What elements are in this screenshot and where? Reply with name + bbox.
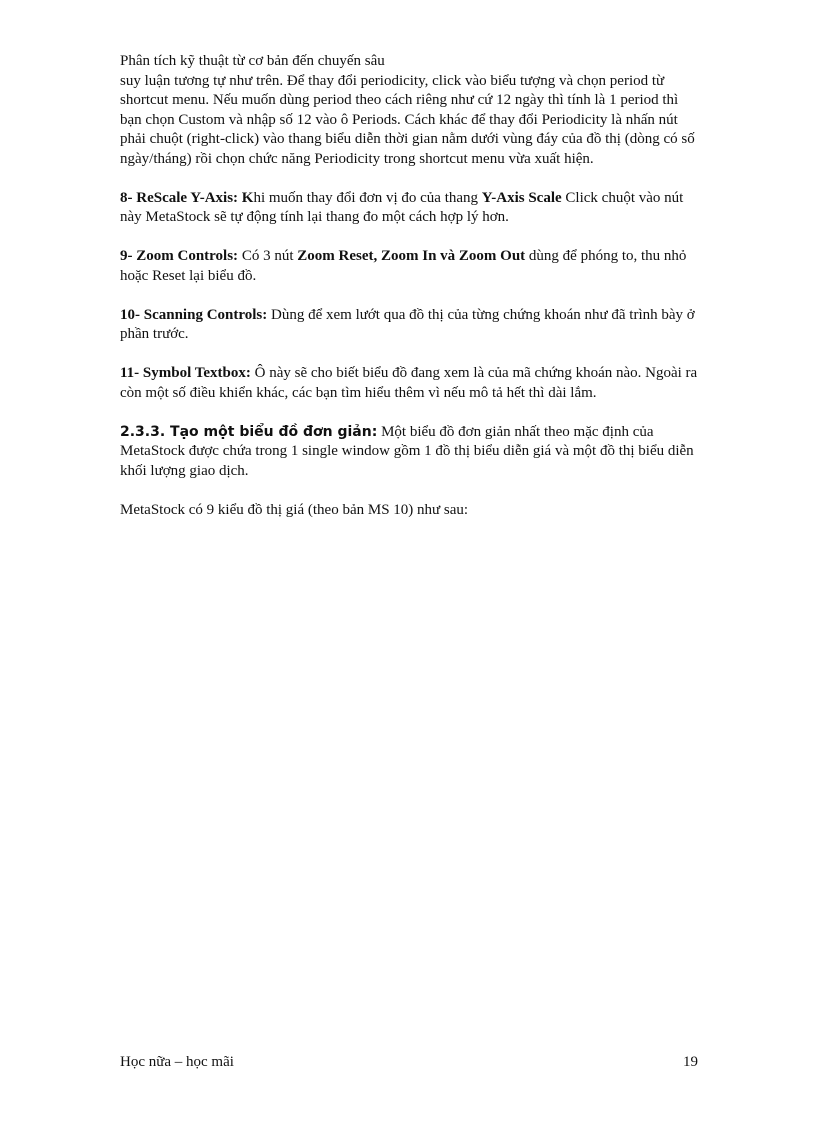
page-number: 19 (683, 1054, 698, 1070)
item-8-paragraph (120, 189, 700, 228)
item-9-text-b: dùng để phóng to, thu nhỏ hoặc Reset lại biểu đồ. (120, 248, 687, 284)
closing-line: MetaStock có 9 kiểu đồ thị giá (theo bản MS 10) như sau: (120, 501, 469, 518)
item-8-bold-term: Y-Axis Scale (481, 189, 562, 206)
item-11-paragraph (120, 364, 700, 403)
item-9-bold-term: Zoom Reset, Zoom In và Zoom Out (297, 248, 526, 264)
item-10-heading: 10- Scanning Controls: (120, 306, 268, 323)
item-9-paragraph (120, 247, 700, 286)
item-8-text-b: Click chuột vào nút này MetaStock sẽ tự động tính lại thang đo một cách hợp lý hơn. (120, 189, 684, 225)
section-2-3-3-heading: 2.3.3. Tạo một biểu đồ đơn giản: (120, 423, 378, 440)
item-11-text: Ô này sẽ cho biết biểu đồ đang xem là của mã chứng khoán nào. Ngoài ra còn một số điều khiển khác, các bạn tìm hiểu thêm vì nếu mô tả hết thì dài lắm. (120, 365, 698, 401)
item-8-heading: 8- ReScale Y-Axis: K (120, 189, 254, 206)
page-content (120, 52, 700, 540)
item-10-text: Dùng để xem lướt qua đồ thị của từng chứng khoán như đã trình bày ở phần trước. (120, 306, 695, 342)
item-9-heading: 9- Zoom Controls: (120, 248, 239, 264)
footer-motto: Học nữa – học mãi (120, 1054, 234, 1070)
item-10-paragraph (120, 306, 700, 345)
item-11-heading: 11- Symbol Textbox: (120, 365, 251, 381)
running-header: Phân tích kỹ thuật từ cơ bản đến chuyến sâu (120, 53, 385, 69)
section-2-3-3-paragraph (120, 423, 700, 482)
item-8-text-a: hi muốn thay đổi đơn vị đo của thang (253, 189, 482, 206)
page-footer (120, 1053, 698, 1072)
section-2-3-3-text: Một biểu đồ đơn giản nhất theo mặc định của MetaStock được chứa trong 1 single window gồm 1 đồ thị biểu diễn giá và một đồ thị biểu diễn khối lượng giao dịch. (120, 423, 694, 479)
item-9-text-a: Có 3 nút (238, 248, 298, 264)
intro-paragraph: suy luận tương tự như trên. Để thay đổi periodicity, click vào biểu tượng và chọn period từ shortcut menu. Nếu muốn dùng period theo cách riêng như cứ 12 ngày thì tính là 1 period thì bạn chọn Custom và nhập số 12 vào ô Periods. Cách khác để thay đổi Periodicity là nhấn nút phải chuột (right-click) vào thang biểu diễn thời gian nằm dưới vùng đáy của đồ thị (dòng có số ngày/tháng) rồi chọn chức năng Periodicity trong shortcut menu vừa xuất hiện. (120, 72, 695, 167)
